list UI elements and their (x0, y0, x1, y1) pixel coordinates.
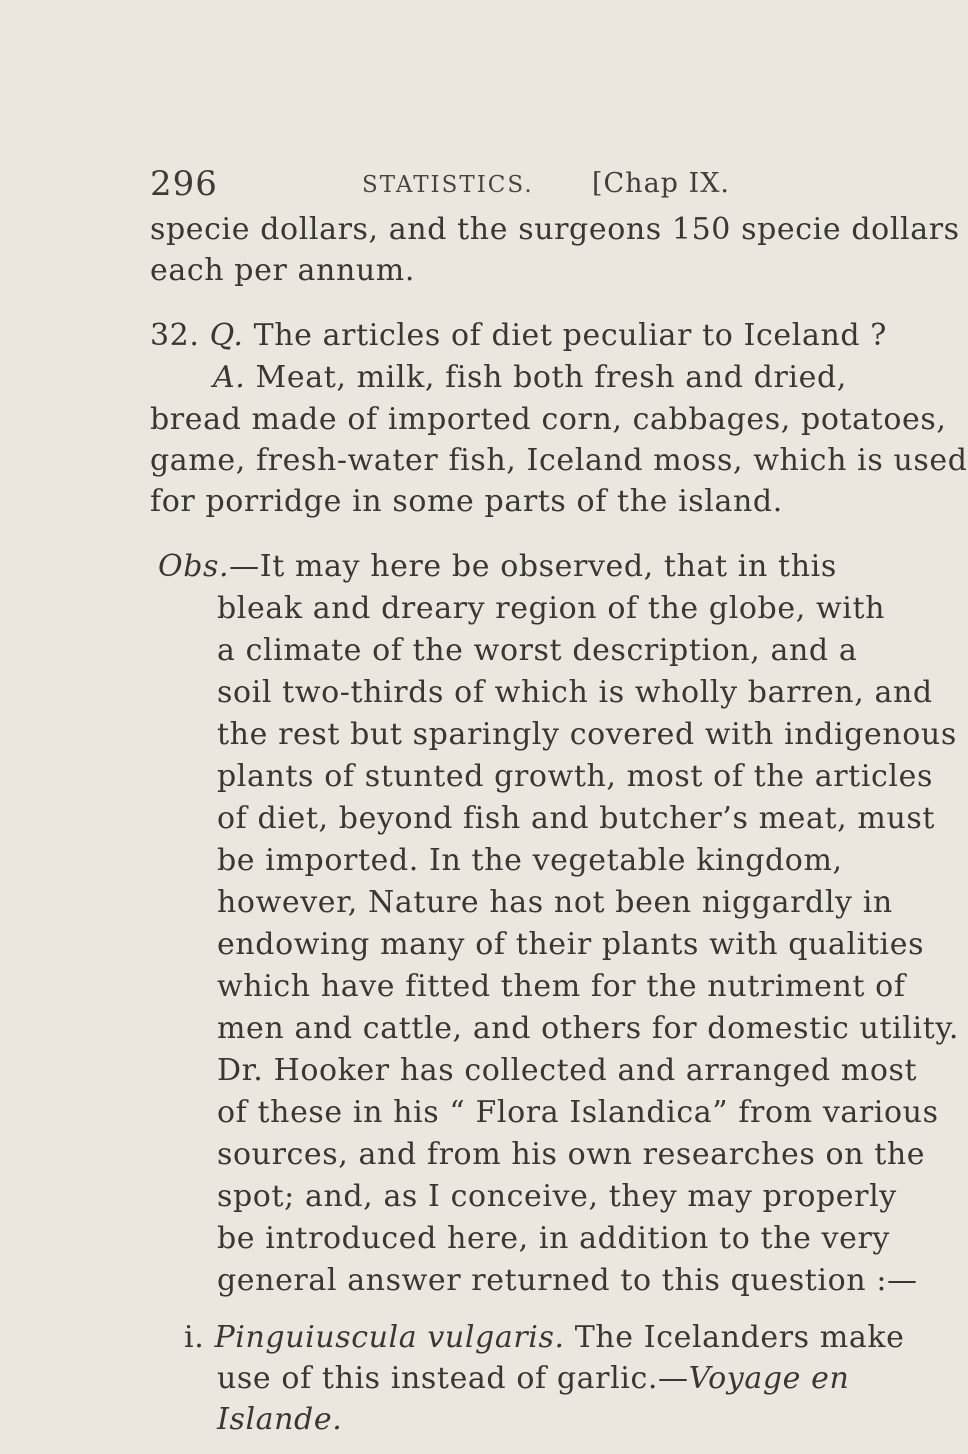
obs-line: general answer returned to this question :— (217, 1262, 918, 1298)
obs-first-line (158, 547, 837, 587)
page-number: 296 (150, 164, 218, 204)
answer-first-text: Meat, milk, fish both fresh and dried, (255, 360, 847, 396)
obs-label: Obs. (158, 548, 230, 584)
obs-line: spot; and, as I conceive, they may properly (217, 1178, 897, 1214)
entry-source: Voyage en (688, 1360, 850, 1396)
obs-line: bleak and dreary region of the globe, with (217, 590, 886, 626)
question-number: 32. (150, 318, 200, 354)
running-head: STATISTICS. (362, 172, 534, 198)
entry-plant-name: Pinguiuscula vulgaris. (214, 1319, 565, 1355)
obs-line: of diet, beyond fish and butcher’s meat, must (217, 800, 936, 836)
obs-line: endowing many of their plants with qualities (217, 926, 925, 962)
page-header (150, 164, 730, 204)
entry-source-cont: Islande. (217, 1402, 343, 1437)
answer-line: game, fresh-water fish, Iceland moss, which is used (150, 442, 968, 478)
question-line (150, 316, 887, 356)
answer-line: for porridge in some parts of the island. (150, 483, 783, 519)
intro-line: each per annum. (150, 253, 415, 289)
obs-line: be introduced here, in addition to the very (217, 1220, 890, 1256)
entry-second-line (217, 1359, 850, 1399)
chapter-reference: [Chap IX. (591, 168, 730, 199)
obs-line: be imported. In the vegetable kingdom, (217, 842, 843, 878)
answer-first-line (213, 358, 847, 398)
entry-text: The Icelanders make (574, 1319, 905, 1355)
obs-line: Dr. Hooker has collected and arranged most (217, 1052, 918, 1088)
obs-line: which have fitted them for the nutriment of (217, 968, 906, 1004)
obs-first-text: —It may here be observed, that in this (229, 548, 837, 584)
obs-line: sources, and from his own researches on the (217, 1136, 926, 1172)
question-text: The articles of diet peculiar to Iceland ? (253, 318, 887, 354)
entry-text-2: use of this instead of garlic.— (217, 1360, 689, 1396)
obs-line: a climate of the worst description, and a (217, 632, 858, 668)
entry-number: i. (184, 1319, 205, 1355)
answer-label: A. (213, 360, 246, 396)
question-label: Q. (209, 318, 244, 354)
obs-line: plants of stunted growth, most of the articles (217, 758, 933, 794)
answer-line: bread made of imported corn, cabbages, potatoes, (150, 401, 947, 437)
obs-line: soil two-thirds of which is wholly barren, and (217, 674, 933, 710)
entry-first-line (184, 1318, 905, 1358)
obs-line: of these in his “ Flora Islandica” from various (217, 1094, 939, 1130)
intro-line: specie dollars, and the surgeons 150 specie dollars (150, 212, 960, 247)
obs-line: the rest but sparingly covered with indigenous (217, 716, 957, 752)
obs-line: however, Nature has not been niggardly in (217, 884, 893, 920)
obs-line: men and cattle, and others for domestic utility. (217, 1010, 960, 1046)
